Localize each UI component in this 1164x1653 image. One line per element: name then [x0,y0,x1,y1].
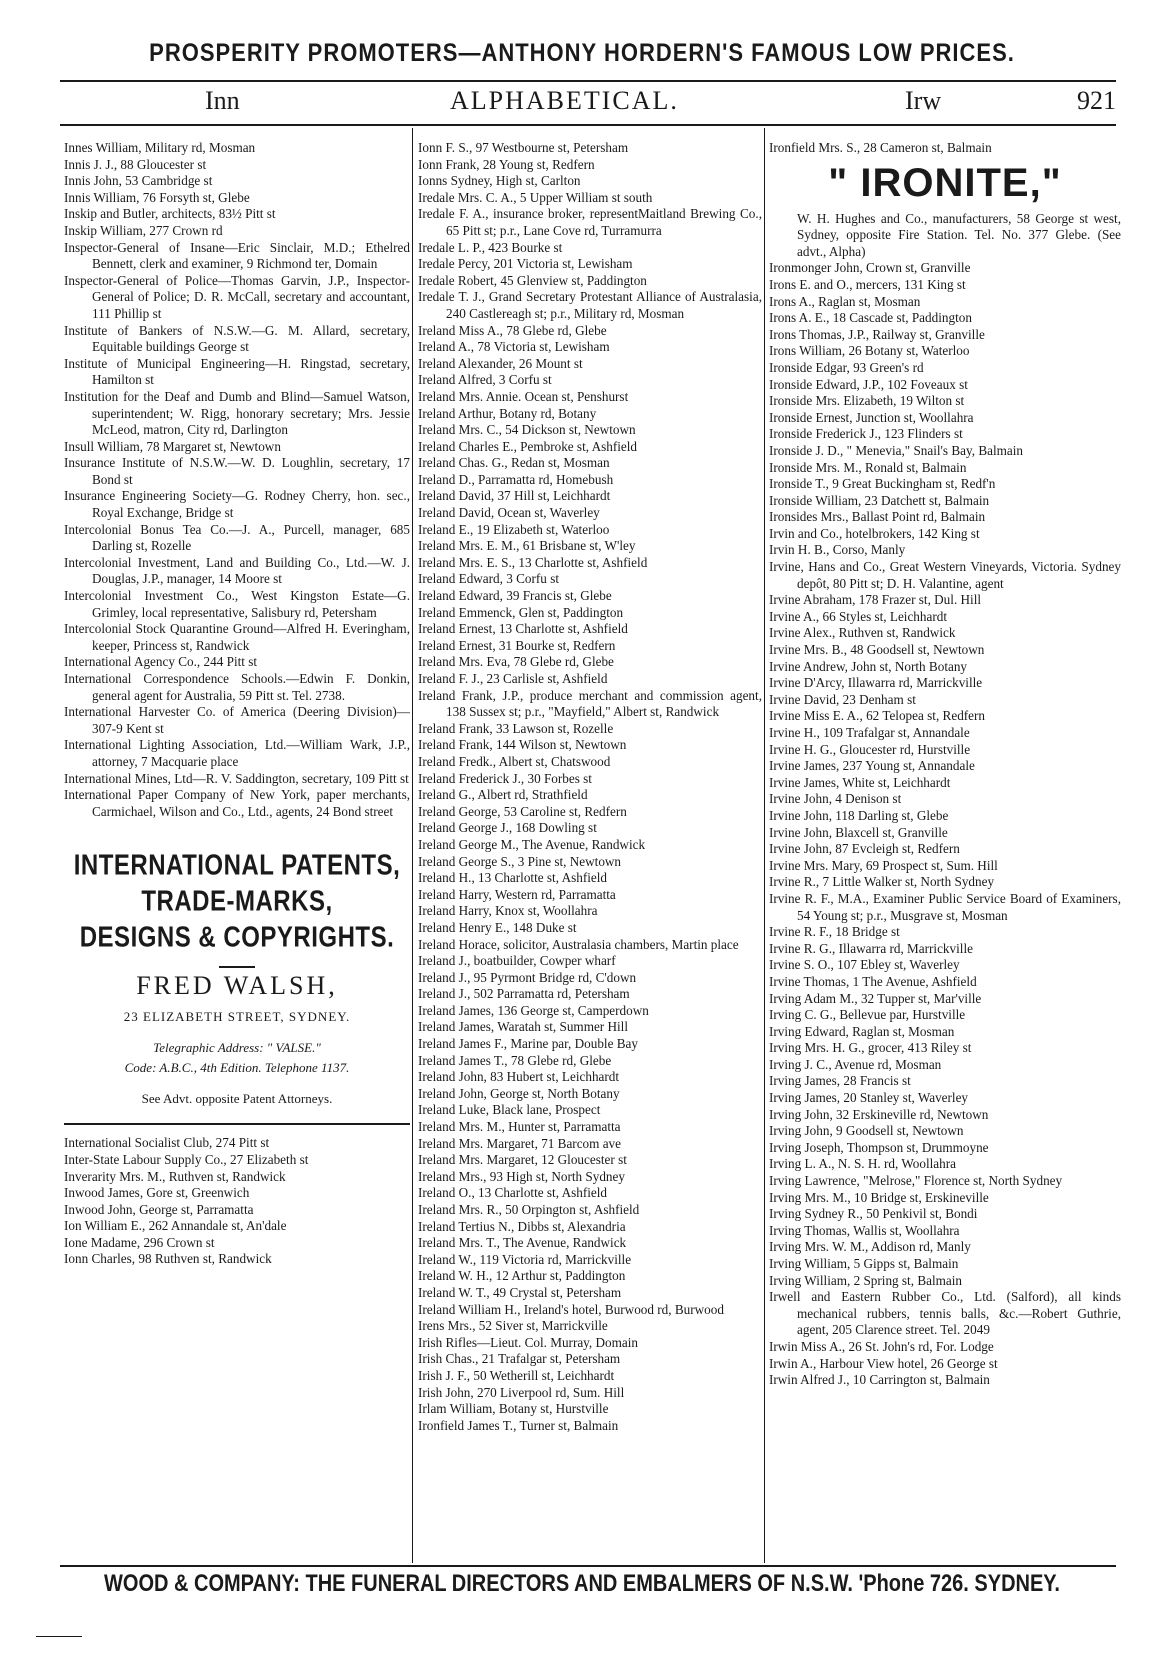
directory-entry: Iredale Mrs. C. A., 5 Upper William st south [418,189,653,205]
directory-entry: Irving James, 28 Francis st [769,1073,911,1089]
footer-mark [36,1636,82,1637]
directory-entry: Intercolonial Bonus Tea Co.—J. A., Purcell, manager, 685 Darling st, Rozelle [64,521,410,554]
directory-entry: Ireland Henry E., 148 Duke st [418,919,577,935]
directory-entry: Iredale Percy, 201 Victoria st, Lewisham [418,256,633,272]
directory-entry: Ireland G., Albert rd, Strathfield [418,787,588,803]
directory-entry: Irving William, 2 Spring st, Balmain [769,1272,962,1288]
directory-entry: Ironside Edgar, 93 Green's rd [769,359,924,375]
directory-entry: International Paper Company of New York, paper merchants, Carmichael, Wilson and Co., Ltd., agents, 24 Bond street [64,787,410,819]
directory-entry: Ironside Ernest, Junction st, Woollahra [769,409,974,425]
directory-entry: Irving Sydney R., 50 Penkivil st, Bondi [769,1206,978,1222]
directory-entry: Ireland Edward, 3 Corfu st [418,571,559,587]
patents-ad-name: FRED WALSH, [136,971,338,1001]
directory-entry: Ireland Harry, Knox st, Woollahra [418,903,598,919]
directory-entry: Ireland J., 95 Pyrmont Bridge rd, C'down [418,969,637,985]
directory-entry: Irving Thomas, Wallis st, Woollahra [769,1222,960,1238]
directory-entry: International Correspondence Schools.—Edwin F. Donkin, general agent for Australia, 59 Pitt st. Tel. 2738. [64,671,410,703]
directory-entry: Innes William, Military rd, Mosman [64,140,256,155]
directory-entry: Irlam William, Botany st, Hurstville [418,1401,609,1417]
directory-entry: Ireland John, 83 Hubert st, Leichhardt [418,1069,620,1085]
directory-entry: Irvine A., 66 Styles st, Leichhardt [769,608,947,624]
directory-entry: Ireland Frederick J., 30 Forbes st [418,770,592,786]
directory-entry: Irvine R. F., 18 Bridge st [769,924,900,940]
directory-entry: Irish John, 270 Liverpool rd, Sum. Hill [418,1384,625,1400]
directory-entry: Irvine R. F., M.A., Examiner Public Service Board of Examiners, 54 Young st; p.r., Musgrave st, Mosman [769,890,1121,923]
directory-entry: Irons E. and O., mercers, 131 King st [769,276,966,292]
directory-entry: Irving Mrs. H. G., grocer, 413 Riley st [769,1040,972,1056]
directory-entry: Ionn F. S., 97 Westbourne st, Petersham [418,140,629,155]
directory-entry: Ionns Sydney, High st, Carlton [418,173,581,189]
directory-entry: Ireland Frank, J.P., produce merchant and commission agent, 138 Sussex st; p.r., "Mayfield," Albert st, Randwick [418,687,762,720]
directory-entry: Irvine Miss E. A., 62 Telopea st, Redfern [769,708,986,724]
directory-entry: Ireland Mrs., 93 High st, North Sydney [418,1168,625,1184]
patents-ad-rule-bottom [64,1123,410,1125]
directory-entry: Ireland Mrs. E. M., 61 Brisbane st, W'ley [418,538,636,554]
directory-entry: Ireland Frank, 144 Wilson st, Newtown [418,737,627,753]
directory-entry: Ironsides Mrs., Ballast Point rd, Balmain [769,509,986,525]
directory-entry: Irish J. F., 50 Wetherill st, Leichhardt [418,1367,615,1383]
directory-entry: Ireland Ernest, 31 Bourke st, Redfern [418,637,616,653]
directory-entry: Ireland Mrs. E. S., 13 Charlotte st, Ashfield [418,554,648,570]
directory-entry: Ireland A., 78 Victoria st, Lewisham [418,339,610,355]
directory-entry: Irvine Andrew, John st, North Botany [769,658,968,674]
patents-advertisement [64,848,410,1107]
directory-entry: Ireland George J., 168 Dowling st [418,820,597,836]
page-number: 921 [1077,86,1116,115]
directory-entry: Irwin Alfred J., 10 Carrington st, Balmain [769,1372,990,1388]
directory-entry: Institution for the Deaf and Dumb and Blind—Samuel Watson, superintendent; W. Rigg, honorary secretary; Mrs. Jessie McLeod, matron, City rd, Darlington [64,388,410,438]
directory-entry: Ireland Edward, 39 Francis st, Glebe [418,588,612,604]
directory-entry: International Mines, Ltd—R. V. Saddington, secretary, 109 Pitt st [64,770,409,786]
directory-entry: Irvine Alex., Ruthven st, Randwick [769,625,956,641]
directory-entry: Intercolonial Stock Quarantine Ground—Alfred H. Everingham, keeper, Princess st, Randwick [64,621,410,653]
ironite-advertisement [769,159,1121,261]
directory-entry: Ironside William, 23 Datchett st, Balmain [769,492,990,508]
directory-entry: Ireland Alfred, 3 Corfu st [418,372,552,388]
directory-entry: Irwin Miss A., 26 St. John's rd, For. Lodge [769,1338,994,1354]
directory-entry: Ireland W. T., 49 Crystal st, Petersham [418,1284,622,1300]
header-rule-lower [60,124,1116,126]
header-right-guide: Irw [905,86,942,115]
bottom-rule [60,1565,1116,1567]
directory-entry: Irvine S. O., 107 Ebley st, Waverley [769,957,960,973]
directory-entry: Ireland George S., 3 Pine st, Newtown [418,853,622,869]
column-2-entries [418,140,762,1434]
column-3-first-entry: Ironfield Mrs. S., 28 Cameron st, Balmain [769,140,992,155]
directory-entry: Irving Lawrence, "Melrose," Florence st, North Sydney [769,1173,1063,1189]
directory-entry: Institute of Municipal Engineering—H. Ringstad, secretary, Hamilton st [64,355,410,388]
directory-entry: Innis John, 53 Cambridge st [64,173,213,189]
directory-entry: Intercolonial Investment, Land and Building Co., Ltd.—W. J. Douglas, J.P., manager, 14 Moore st [64,554,410,587]
directory-entry: Iredale Robert, 45 Glenview st, Paddington [418,272,647,288]
bottom-banner: WOOD & COMPANY: THE FUNERAL DIRECTORS AND EMBALMERS OF N.S.W. 'Phone 726. SYDNEY. [104,1570,1060,1598]
directory-entry: Ireland James, 136 George st, Camperdown [418,1002,649,1018]
column-1 [64,140,410,1268]
column-divider-2 [764,128,765,1563]
directory-entry: Inter-State Labour Supply Co., 27 Elizabeth st [64,1151,309,1167]
directory-entry: Ironfield James T., Turner st, Balmain [418,1417,619,1433]
directory-entry: Ione Madame, 296 Crown st [64,1234,215,1250]
directory-entry: Irons A., Raglan st, Mosman [769,293,921,309]
directory-entry: Ireland Mrs. C., 54 Dickson st, Newtown [418,422,636,438]
directory-entry: Irving John, 32 Erskineville rd, Newtown [769,1106,989,1122]
directory-entry: Irwin A., Harbour View hotel, 26 George st [769,1355,998,1371]
directory-entry: Irving C. G., Bellevue par, Hurstville [769,1007,966,1023]
directory-entry: Inverarity Mrs. M., Ruthven st, Randwick [64,1168,286,1184]
directory-entry: Ireland Ernest, 13 Charlotte st, Ashfield [418,621,628,637]
patents-ad-telegraphic: Telegraphic Address: " VALSE." [153,1039,321,1055]
directory-entry: Inskip William, 277 Crown rd [64,222,223,238]
directory-entry: Ireland Mrs. Annie. Ocean st, Penshurst [418,388,629,404]
directory-entry: Irvine R., 7 Little Walker st, North Sydney [769,874,995,890]
directory-entry: Inspector-General of Police—Thomas Garvin, J.P., Inspector-General of Police; D. R. McCall, secretary and accountant, 111 Phillip st [64,272,410,321]
directory-entry: Ireland Luke, Black lane, Prospect [418,1102,601,1118]
directory-entry: Ironmonger John, Crown st, Granville [769,260,971,276]
header-rule [60,80,1116,82]
directory-entry: Innis J. J., 88 Gloucester st [64,156,207,172]
column-divider-1 [412,128,413,1563]
directory-entry: International Harvester Co. of America (Deering Division)—307-9 Kent st [64,704,410,736]
directory-entry: Irvine David, 23 Denham st [769,691,916,707]
patents-ad-see: See Advt. opposite Patent Attorneys. [141,1090,333,1106]
directory-entry: Irving James, 20 Stanley st, Waverley [769,1090,969,1106]
directory-entry: International Lighting Association, Ltd.—William Wark, J.P., attorney, 7 Macquarie place [64,737,410,769]
page-header [60,84,1116,124]
directory-entry: Irish Chas., 21 Trafalgar st, Petersham [418,1351,621,1367]
directory-entry: Ireland Mrs. M., Hunter st, Parramatta [418,1119,621,1135]
directory-entry: Insurance Institute of N.S.W.—W. D. Loughlin, secretary, 17 Bond st [64,455,410,487]
directory-entry: Irvine Mrs. B., 48 Goodsell st, Newtown [769,642,985,658]
directory-entry: Ireland James, Waratah st, Summer Hill [418,1019,629,1035]
directory-entry: Irvin and Co., hotelbrokers, 142 King st [769,525,980,541]
directory-entry: Ireland Mrs. R., 50 Orpington st, Ashfield [418,1202,640,1217]
directory-entry: Ireland Harry, Western rd, Parramatta [418,886,616,902]
column-2 [418,140,762,1434]
directory-entry: Intercolonial Investment Co., West Kingston Estate—G. Grimley, local representative, Salisbury rd, Petersham [64,588,410,620]
directory-entry: Ireland Emmenck, Glen st, Paddington [418,604,624,620]
directory-entry: Ireland William H., Ireland's hotel, Burwood rd, Burwood [418,1301,724,1317]
header-left-guide: Inn [205,86,240,115]
directory-entry: Irons A. E., 18 Cascade st, Paddington [769,310,972,326]
patents-ad-code: Code: A.B.C., 4th Edition. Telephone 1137. [124,1060,350,1076]
directory-entry: Ironside J. D., " Menevia," Snail's Bay, Balmain [769,442,1024,458]
directory-entry: Ireland Fredk., Albert st, Chatswood [418,753,611,769]
directory-entry: Iredale T. J., Grand Secretary Protestant Alliance of Australasia, 240 Castlereagh st; p.r., Military rd, Mosman [418,289,762,321]
directory-entry: Ireland Alexander, 26 Mount st [418,355,583,371]
directory-entry: Irvine Mrs. Mary, 69 Prospect st, Sum. Hill [769,857,998,873]
patents-ad-line-2: TRADE-MARKS, [141,885,333,918]
directory-entry: Inspector-General of Insane—Eric Sinclair, M.D.; Ethelred Bennett, clerk and examiner, 9 Richmond ter, Domain [64,239,410,272]
directory-entry: Irvin H. B., Corso, Manly [769,542,906,558]
directory-entry: Ireland Horace, solicitor, Australasia chambers, Martin place [418,936,739,952]
directory-entry: Ironside T., 9 Great Buckingham st, Redf'n [769,476,996,492]
patents-ad-line-3: DESIGNS & COPYRIGHTS. [79,921,395,954]
directory-entry: Insurance Engineering Society—G. Rodney Cherry, hon. sec., Royal Exchange, Bridge st [64,488,410,521]
directory-entry: Irving Mrs. W. M., Addison rd, Manly [769,1239,971,1255]
directory-entry: Ironside Mrs. Elizabeth, 19 Wilton st [769,393,965,409]
directory-entry: Ireland David, 37 Hill st, Leichhardt [418,488,611,504]
directory-entry: Inskip and Butler, architects, 83½ Pitt st [64,206,276,222]
directory-entry: Ireland E., 19 Elizabeth st, Waterloo [418,521,610,537]
directory-entry: Ireland Tertius N., Dibbs st, Alexandria [418,1218,626,1234]
directory-entry: Irving Adam M., 32 Tupper st, Mar'ville [769,990,982,1006]
directory-entry: Ireland George M., The Avenue, Randwick [418,836,646,852]
patents-ad-rule [219,966,255,968]
directory-entry: Ironside Edward, J.P., 102 Foveaux st [769,376,968,392]
directory-entry: Irvine John, 87 Evcleigh st, Redfern [769,841,960,857]
directory-entry: Ireland Mrs. Margaret, 71 Barcom ave [418,1135,621,1151]
directory-entry: Irvine John, 4 Denison st [769,791,902,807]
directory-entry: Inwood James, Gore st, Greenwich [64,1185,250,1201]
directory-entry: Ireland Arthur, Botany rd, Botany [418,405,597,421]
directory-entry: Ireland Mrs. T., The Avenue, Randwick [418,1235,627,1251]
directory-entry: Ireland James T., 78 Glebe rd, Glebe [418,1052,612,1068]
directory-entry: Irving L. A., N. S. H. rd, Woollahra [769,1156,956,1172]
directory-entry: Ionn Frank, 28 Young st, Redfern [418,156,595,172]
directory-entry: Irving Joseph, Thompson st, Drummoyne [769,1139,989,1155]
column-3-entries [769,260,1121,1388]
directory-entry: Ireland D., Parramatta rd, Homebush [418,471,614,487]
directory-entry: Ireland W. H., 12 Arthur st, Paddington [418,1268,626,1284]
directory-entry: Ionn Charles, 98 Ruthven st, Randwick [64,1251,272,1267]
directory-entry: Irvine John, 118 Darling st, Glebe [769,807,949,823]
directory-entry: Innis William, 76 Forsyth st, Glebe [64,189,250,205]
directory-entry: Insull William, 78 Margaret st, Newtown [64,438,281,454]
directory-entry: Irwell and Eastern Rubber Co., Ltd. (Salford), all kinds mechanical rubbers, tennis balls, &c.—Robert Guthrie, agent, 205 Clarence street. Tel. 2049 [769,1289,1121,1338]
directory-entry: Irving Edward, Raglan st, Mosman [769,1023,955,1039]
directory-entry: Irish Rifles—Lieut. Col. Murray, Domain [418,1334,639,1350]
directory-entry: Ion William E., 262 Annandale st, An'dale [64,1218,287,1234]
directory-entry: Irvine John, Blaxcell st, Granville [769,824,948,840]
directory-entry: Irvine James, 237 Young st, Annandale [769,758,975,774]
directory-entry: Ireland Chas. G., Redan st, Mosman [418,455,610,471]
ironite-body: W. H. Hughes and Co., manufacturers, 58 George st west, Sydney, opposite Fire Station. Tel. No. 377 Glebe. (See advt., Alpha) [797,210,1121,259]
directory-entry: Irvine H., 109 Trafalgar st, Annandale [769,725,970,740]
directory-entry: Irvine Abraham, 178 Frazer st, Dul. Hill [769,592,982,608]
directory-entry: Ireland F. J., 23 Carlisle st, Ashfield [418,671,608,686]
directory-entry: Irvine R. G., Illawarra rd, Marrickville [769,940,973,956]
directory-entry: Irving Mrs. M., 10 Bridge st, Erskineville [769,1189,989,1205]
directory-entry: Ireland O., 13 Charlotte st, Ashfield [418,1185,607,1201]
directory-entry: Iredale F. A., insurance broker, representMaitland Brewing Co., 65 Pitt st; p.r., Lane Cove rd, Turramurra [418,206,762,238]
directory-entry: Ireland J., 502 Parramatta rd, Petersham [418,986,630,1002]
directory-entry: Inwood John, George st, Parramatta [64,1201,254,1217]
column-3 [769,140,1121,1389]
directory-entry: Institute of Bankers of N.S.W.—G. M. Allard, secretary, Equitable buildings George st [64,322,410,355]
directory-entry: Ireland David, Ocean st, Waverley [418,505,600,521]
directory-entry: Ironside Mrs. M., Ronald st, Balmain [769,459,967,475]
directory-entry: Irens Mrs., 52 Siver st, Marrickville [418,1318,608,1334]
directory-entry: Ireland Frank, 33 Lawson st, Rozelle [418,720,614,736]
directory-entry: Irvine D'Arcy, Illawarra rd, Marrickville [769,675,983,691]
directory-entry: Ireland Miss A., 78 Glebe rd, Glebe [418,322,607,338]
directory-entry: Ireland Mrs. Eva, 78 Glebe rd, Glebe [418,654,614,670]
directory-entry: Ireland John, George st, North Botany [418,1085,620,1101]
directory-entry: International Socialist Club, 274 Pitt st [64,1135,270,1151]
column-1-entries [64,140,410,820]
directory-entry: International Agency Co., 244 Pitt st [64,654,258,670]
directory-entry: Irvine, Hans and Co., Great Western Vineyards, Victoria. Sydney depôt, 80 Pitt st; D. H. Valantine, agent [769,559,1121,591]
ironite-title: " IRONITE," [828,160,1062,205]
directory-entry: Irving John, 9 Goodsell st, Newtown [769,1123,964,1139]
directory-entry: Ironside Frederick J., 123 Flinders st [769,426,963,442]
directory-entry: Ireland Charles E., Pembroke st, Ashfield [418,438,638,454]
directory-entry: Irving William, 5 Gipps st, Balmain [769,1256,959,1271]
directory-entry: Irving J. C., Avenue rd, Mosman [769,1056,942,1072]
header-title: ALPHABETICAL. [450,86,679,115]
directory-entry: Irvine James, White st, Leichhardt [769,774,951,790]
directory-entry: Ireland W., 119 Victoria rd, Marrickville [418,1251,632,1267]
patents-ad-address: 23 ELIZABETH STREET, SYDNEY. [123,1008,351,1024]
directory-entry: Irvine Thomas, 1 The Avenue, Ashfield [769,973,977,989]
directory-entry: Irvine H. G., Gloucester rd, Hurstville [769,741,971,757]
directory-entry: Irons Thomas, J.P., Railway st, Granville [769,326,985,342]
directory-entry: Ireland J., boatbuilder, Cowper wharf [418,953,616,969]
directory-entry: Irons William, 26 Botany st, Waterloo [769,343,970,359]
patents-ad-line-1: INTERNATIONAL PATENTS, [73,849,401,882]
directory-entry: Ireland George, 53 Caroline st, Redfern [418,803,627,819]
column-1-entries-after [64,1135,410,1268]
directory-entry: Ireland Mrs. Margaret, 12 Gloucester st [418,1152,627,1168]
directory-entry: Ireland James F., Marine par, Double Bay [418,1036,638,1052]
top-banner: PROSPERITY PROMOTERS—ANTHONY HORDERN'S FAMOUS LOW PRICES. [149,38,1015,67]
directory-entry: Ireland H., 13 Charlotte st, Ashfield [418,870,607,886]
directory-entry: Iredale L. P., 423 Bourke st [418,239,563,255]
